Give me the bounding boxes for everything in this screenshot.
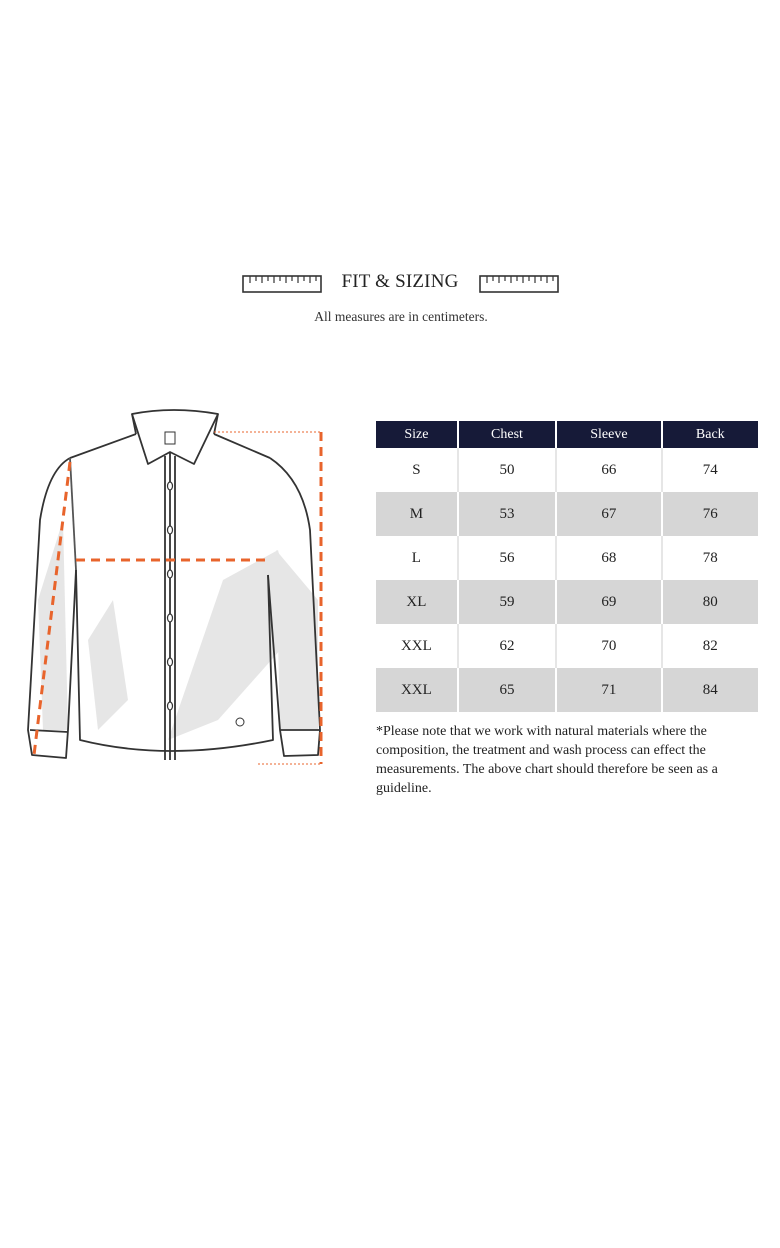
chest-cell: 56	[458, 536, 556, 580]
size-table	[376, 421, 758, 712]
column-header-chest: Chest	[458, 421, 556, 448]
back-cell: 78	[662, 536, 758, 580]
sleeve-cell: 66	[556, 448, 661, 492]
chest-cell: 50	[458, 448, 556, 492]
column-header-size: Size	[376, 421, 458, 448]
back-cell: 74	[662, 448, 758, 492]
size-cell: XL	[376, 580, 458, 624]
size-cell: XXL	[376, 624, 458, 668]
page-subtitle: All measures are in centimeters.	[314, 309, 488, 324]
size-cell: S	[376, 448, 458, 492]
table-row	[376, 448, 758, 492]
ruler-icon	[479, 272, 559, 294]
back-cell: 84	[662, 668, 758, 712]
measurement-disclaimer: *Please note that we work with natural materials where the composition, the treatment and wash process can effect the measurements. The above chart should therefore be seen as a guideline.	[376, 724, 718, 796]
back-cell: 80	[662, 580, 758, 624]
sleeve-cell: 71	[556, 668, 661, 712]
chest-cell: 65	[458, 668, 556, 712]
sleeve-cell: 67	[556, 492, 661, 536]
column-header-sleeve: Sleeve	[556, 421, 661, 448]
shirt-illustration	[18, 400, 338, 775]
fit-sizing-header	[0, 266, 780, 306]
ruler-icon	[242, 272, 322, 294]
back-cell: 76	[662, 492, 758, 536]
table-row	[376, 492, 758, 536]
table-row	[376, 668, 758, 712]
size-cell: L	[376, 536, 458, 580]
size-cell: XXL	[376, 668, 458, 712]
chest-cell: 62	[458, 624, 556, 668]
sleeve-cell: 68	[556, 536, 661, 580]
table-row	[376, 580, 758, 624]
chest-cell: 53	[458, 492, 556, 536]
table-row	[376, 624, 758, 668]
back-cell: 82	[662, 624, 758, 668]
page-title: FIT & SIZING	[341, 271, 459, 292]
table-row	[376, 536, 758, 580]
chest-cell: 59	[458, 580, 556, 624]
sleeve-cell: 70	[556, 624, 661, 668]
column-header-back: Back	[662, 421, 758, 448]
size-cell: M	[376, 492, 458, 536]
sleeve-cell: 69	[556, 580, 661, 624]
table-header-row	[376, 421, 758, 448]
